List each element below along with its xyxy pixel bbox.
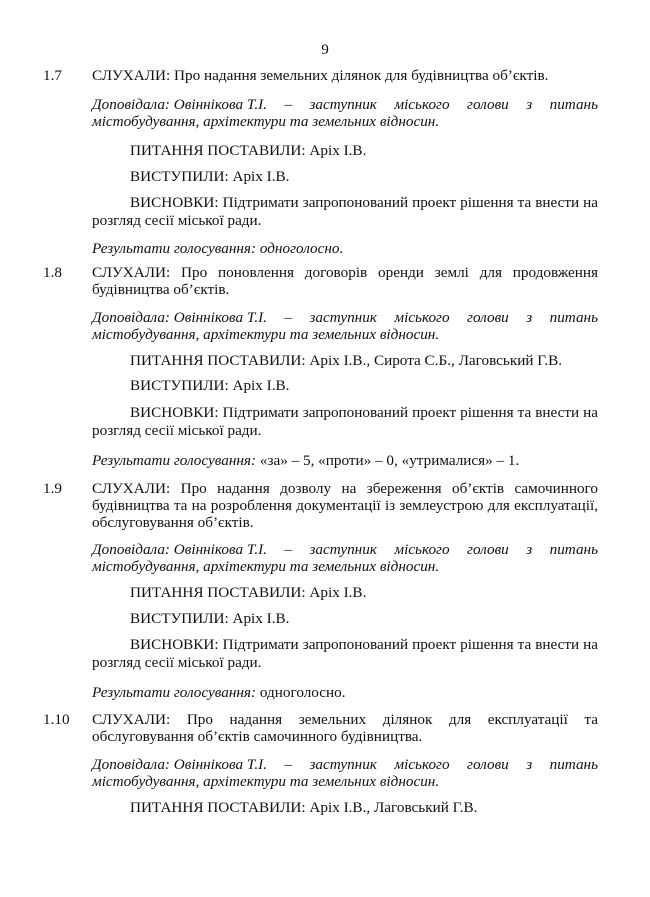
speaker-dash: – <box>284 96 293 113</box>
speaker-word: питань <box>549 756 598 773</box>
page-number: 9 <box>321 41 329 58</box>
speaker-word: міського <box>394 309 450 326</box>
conclusion-line-2: розгляд сесії міської ради. <box>92 422 262 439</box>
questions-line: ПИТАННЯ ПОСТАВИЛИ: Аріх І.В. <box>130 142 367 159</box>
conclusion-line <box>130 403 598 422</box>
heard-text: Про надання земельних ділянок для експлуатації та <box>186 711 598 728</box>
speaker-word: питань <box>549 309 598 326</box>
conclusion-text: ВИСНОВКИ: Підтримати запропонований проект рішення та внести на <box>130 404 598 421</box>
speaker-word: голови <box>467 309 509 326</box>
speaker-dash: – <box>284 541 293 558</box>
heard-line-3: обслуговування об’єктів. <box>92 514 254 531</box>
speaker-name: Доповідала: Овіннікова Т.І. <box>92 309 267 326</box>
speaker-word: питань <box>549 96 598 113</box>
heard-text: Про надання земельних ділянок для будівництва об’єктів. <box>174 67 549 84</box>
vote-value: «за» – 5, «проти» – 0, «утрималися» – 1. <box>256 452 520 469</box>
vote-value: одноголосно. <box>256 684 346 701</box>
vote-line <box>92 451 598 470</box>
conclusion-text: ВИСНОВКИ: Підтримати запропонований проект рішення та внести на <box>130 636 598 653</box>
heard-text: Про надання дозволу на збереження об’єктів самочинного <box>180 480 599 497</box>
speaker-word: з <box>526 309 533 326</box>
speaker-word: голови <box>467 96 509 113</box>
heard-line-2: будівництва об’єктів. <box>92 281 230 298</box>
speaker-dash: – <box>284 756 293 773</box>
speaker-word: голови <box>467 756 509 773</box>
speaker-line-2: містобудування, архітектури та земельних відносин. <box>92 326 440 343</box>
spoke-line: ВИСТУПИЛИ: Аріх І.В. <box>130 168 290 185</box>
vote-line <box>92 683 598 702</box>
speaker-word: заступник <box>309 756 377 773</box>
conclusion-text: ВИСНОВКИ: Підтримати запропонований проект рішення та внести на <box>130 194 598 211</box>
questions-line: ПИТАННЯ ПОСТАВИЛИ: Аріх І.В., Лаговський Г.В. <box>130 799 478 816</box>
heard-label: СЛУХАЛИ: <box>92 711 171 728</box>
heard-label: СЛУХАЛИ: <box>92 480 171 497</box>
speaker-word: питань <box>549 541 598 558</box>
spoke-line: ВИСТУПИЛИ: Аріх І.В. <box>130 610 290 627</box>
item-number: 1.9 <box>43 480 62 497</box>
speaker-word: з <box>526 756 533 773</box>
vote-label: Результати голосування: <box>92 452 257 469</box>
conclusion-line <box>130 635 598 654</box>
conclusion-line-2: розгляд сесії міської ради. <box>92 212 262 229</box>
speaker-word: міського <box>394 756 450 773</box>
heard-line <box>92 66 598 85</box>
vote-value: одноголосно. <box>256 240 344 257</box>
heard-label: СЛУХАЛИ: <box>92 67 171 84</box>
speaker-line-2: містобудування, архітектури та земельних відносин. <box>92 113 440 130</box>
speaker-name: Доповідала: Овіннікова Т.І. <box>92 541 267 558</box>
speaker-line-2: містобудування, архітектури та земельних відносин. <box>92 558 440 575</box>
heard-line-2: будівництва та на розроблення документації із землеустрою для експлуатації, <box>92 497 598 514</box>
questions-line: ПИТАННЯ ПОСТАВИЛИ: Аріх І.В. <box>130 584 367 601</box>
speaker-word: міського <box>394 541 450 558</box>
speaker-line-2: містобудування, архітектури та земельних відносин. <box>92 773 440 790</box>
speaker-dash: – <box>284 309 293 326</box>
heard-text: Про поновлення договорів оренди землі для продовження <box>181 264 598 281</box>
item-number: 1.8 <box>43 264 62 281</box>
heard-line-2: обслуговування об’єктів самочинного будівництва. <box>92 728 423 745</box>
speaker-word: з <box>526 541 533 558</box>
speaker-word: заступник <box>309 309 377 326</box>
speaker-word: міського <box>394 96 450 113</box>
speaker-word: заступник <box>309 96 377 113</box>
speaker-name: Доповідала: Овіннікова Т.І. <box>92 756 267 773</box>
speaker-word: заступник <box>309 541 377 558</box>
conclusion-line-2: розгляд сесії міської ради. <box>92 654 262 671</box>
vote-line <box>92 239 598 258</box>
spoke-line: ВИСТУПИЛИ: Аріх І.В. <box>130 377 290 394</box>
questions-line: ПИТАННЯ ПОСТАВИЛИ: Аріх І.В., Сирота С.Б., Лаговський Г.В. <box>130 352 563 369</box>
conclusion-line <box>130 193 598 212</box>
vote-label: Результати голосування: <box>92 684 257 701</box>
speaker-name: Доповідала: Овіннікова Т.І. <box>92 96 267 113</box>
speaker-word: з <box>526 96 533 113</box>
speaker-word: голови <box>467 541 509 558</box>
item-number: 1.7 <box>43 67 62 84</box>
item-number: 1.10 <box>43 711 70 728</box>
heard-label: СЛУХАЛИ: <box>92 264 171 281</box>
vote-label: Результати голосування: <box>92 240 257 257</box>
